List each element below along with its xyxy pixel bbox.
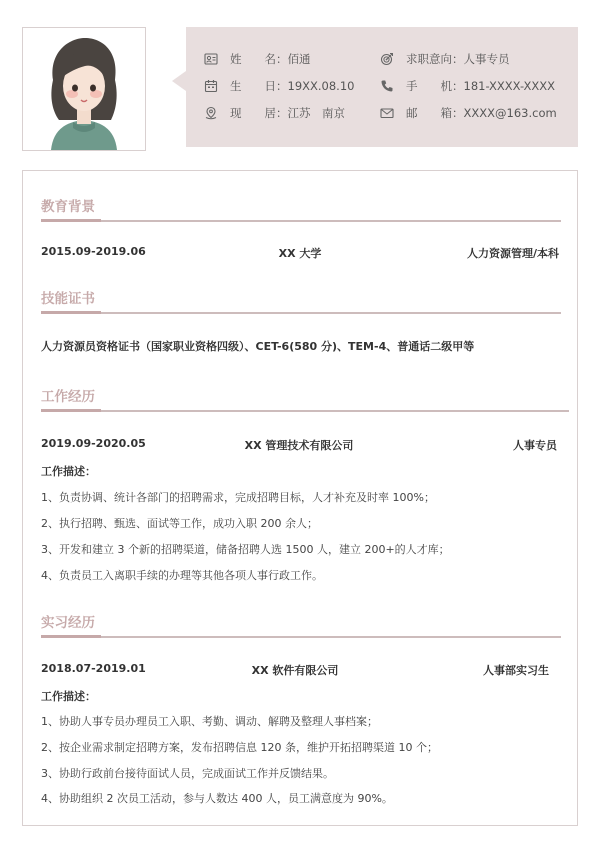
education-major: 人力资源管理/本科 [466, 247, 559, 260]
education-school: XX 大学 [278, 247, 322, 260]
skills-divider [41, 312, 561, 314]
internship-divider [41, 636, 561, 638]
avatar-illustration [23, 28, 145, 150]
education-period: 2015.09-2019.06 [41, 245, 146, 258]
internship-role: 人事部实习生 [483, 664, 549, 677]
residence-label: 现 居： [230, 106, 288, 120]
work-section [41, 385, 559, 582]
work-item: 2、执行招聘、甄选、面试等工作，成功入职 200 余人； [41, 517, 318, 530]
info-name [204, 51, 311, 67]
work-divider [41, 410, 569, 412]
internship-desc-label: 工作描述： [41, 690, 96, 703]
work-item: 1、负责协调、统计各部门的招聘需求，完成招聘目标，人才补充及时率 100%； [41, 491, 435, 504]
info-intent [380, 51, 510, 67]
education-title: 教育背景 [41, 199, 95, 215]
info-residence [204, 105, 345, 121]
internship-item: 4、协助组织 2 次员工活动，参与人数达 400 人，员工满意度为 90%。 [41, 792, 393, 805]
calendar-icon [204, 79, 218, 93]
work-desc-label: 工作描述： [41, 465, 96, 478]
internship-item: 3、协助行政前台接待面试人员，完成面试工作并反馈结果。 [41, 767, 334, 780]
residence-value: 江苏 南京 [287, 106, 345, 120]
work-item: 4、负责员工入离职手续的办理等其他各项人事行政工作。 [41, 569, 323, 582]
phone-value: 181-XXXX-XXXX [463, 79, 556, 93]
work-role: 人事专员 [513, 439, 557, 452]
internship-section [41, 611, 559, 805]
phone-icon [380, 79, 394, 93]
internship-row [41, 662, 549, 678]
skills-title: 技能证书 [41, 291, 95, 307]
skills-section [41, 287, 559, 353]
education-row [41, 245, 559, 261]
work-title: 工作经历 [41, 389, 95, 405]
internship-item: 1、协助人事专员办理员工入职、考勤、调动、解聘及整理人事档案； [41, 715, 378, 728]
internship-item: 2、按企业需求制定招聘方案，发布招聘信息 120 条，维护开拓招聘渠道 10 个； [41, 741, 438, 754]
email-label: 邮 箱： [406, 106, 464, 120]
envelope-icon [380, 106, 394, 120]
internship-title: 实习经历 [41, 615, 95, 631]
skills-text: 人力资源员资格证书（国家职业资格四级）、CET-6(580 分)、TEM-4、普通话二级甲等 [41, 340, 475, 353]
resume-body [22, 170, 578, 826]
name-value: 佰通 [287, 52, 311, 66]
email-value: XXXX@163.com [463, 106, 557, 120]
internship-period: 2018.07-2019.01 [41, 662, 146, 675]
profile-photo [22, 27, 146, 151]
intent-value: 人事专员 [463, 52, 510, 66]
intent-label: 求职意向： [406, 52, 464, 66]
work-item: 3、开发和建立 3 个新的招聘渠道，储备招聘人选 1500 人，建立 200+的人才库； [41, 543, 450, 556]
info-email [380, 105, 557, 121]
target-icon [380, 52, 394, 66]
contact-info-panel [186, 27, 578, 147]
education-divider [41, 220, 561, 222]
location-icon [204, 106, 218, 120]
work-row [41, 437, 557, 453]
internship-company: XX 软件有限公司 [251, 664, 339, 677]
work-company: XX 管理技术有限公司 [244, 439, 354, 452]
phone-label: 手 机： [406, 79, 464, 93]
birth-value: 19XX.08.10 [287, 79, 355, 93]
info-phone [380, 78, 555, 94]
panel-pointer [172, 71, 186, 91]
id-card-icon [204, 52, 218, 66]
education-section [41, 195, 559, 260]
work-period: 2019.09-2020.05 [41, 437, 146, 450]
name-label: 姓 名： [230, 52, 288, 66]
info-birth [204, 78, 354, 94]
birth-label: 生 日： [230, 79, 288, 93]
